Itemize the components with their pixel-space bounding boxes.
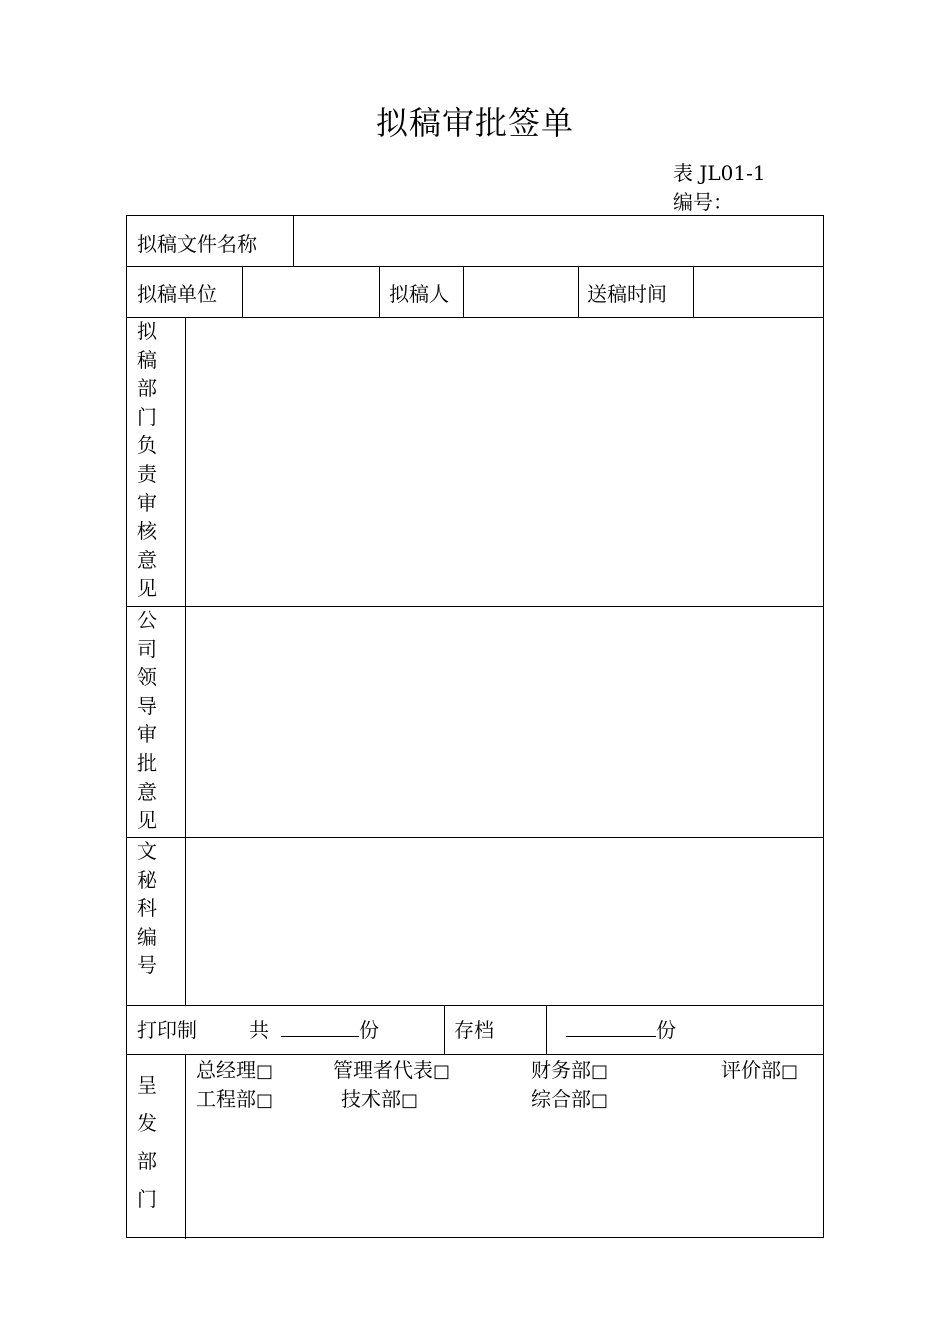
archive-copies-field[interactable]: [566, 1016, 656, 1037]
doc-name-label: 拟稿文件名称: [137, 232, 257, 256]
dist-general-affairs[interactable]: 综合部□: [531, 1087, 609, 1111]
dept-review-label: 拟 稿 部 门 负 责 审 核 意 见: [137, 319, 157, 601]
checkbox-icon[interactable]: □: [591, 1090, 609, 1111]
column-divider: [293, 216, 294, 266]
secretary-number-field[interactable]: [189, 609, 819, 833]
column-divider: [242, 266, 243, 317]
archive-copies-unit: 份: [656, 1018, 676, 1042]
label-column-divider: [185, 1054, 186, 1239]
row-divider: [127, 317, 823, 318]
print-copies-field[interactable]: [281, 1016, 359, 1037]
distribution-label: 呈 发 部 门: [137, 1073, 157, 1211]
dist-general-manager[interactable]: 总经理□: [196, 1058, 274, 1082]
print-total-label: 共: [249, 1018, 269, 1042]
dist-engineering[interactable]: 工程部□: [196, 1087, 274, 1111]
column-divider: [379, 266, 380, 317]
archive-copies: [566, 1014, 676, 1043]
drafting-unit-field[interactable]: [246, 268, 376, 314]
column-divider: [578, 266, 579, 317]
label-column-divider: [185, 317, 186, 1005]
checkbox-icon[interactable]: □: [433, 1061, 451, 1082]
column-divider: [693, 266, 694, 317]
column-divider: [546, 1005, 547, 1054]
leader-approval-field[interactable]: [189, 840, 819, 1002]
form-code: 表 JL01-1: [673, 161, 766, 185]
dept-review-field[interactable]: [189, 320, 819, 602]
row-divider: [127, 606, 823, 607]
submit-time-label: 送稿时间: [587, 282, 667, 306]
dist-technical[interactable]: 技术部□: [341, 1087, 419, 1111]
form-title: 拟稿审批签单: [375, 104, 574, 142]
dist-management-rep[interactable]: 管理者代表□: [333, 1058, 451, 1082]
print-copies-unit: 份: [359, 1018, 379, 1042]
row-divider: [127, 266, 823, 267]
drafter-label: 拟稿人: [389, 282, 449, 306]
drafter-field[interactable]: [467, 268, 575, 314]
submit-time-field[interactable]: [697, 268, 819, 314]
secretary-number-label: 文 秘 科 编 号: [137, 839, 157, 978]
drafting-unit-label: 拟稿单位: [137, 282, 217, 306]
print-label: 打印制: [137, 1018, 197, 1042]
print-copies: [281, 1014, 379, 1043]
doc-name-field[interactable]: [297, 218, 817, 264]
checkbox-icon[interactable]: □: [781, 1061, 799, 1082]
approval-form-table: [126, 215, 824, 1238]
dist-evaluation[interactable]: 评价部□: [721, 1058, 799, 1082]
column-divider: [444, 1005, 445, 1054]
serial-number-label: 编号：: [673, 190, 733, 214]
checkbox-icon[interactable]: □: [256, 1061, 274, 1082]
checkbox-icon[interactable]: □: [256, 1090, 274, 1111]
dist-finance[interactable]: 财务部□: [531, 1058, 609, 1082]
row-divider: [127, 837, 823, 838]
row-divider: [127, 1005, 823, 1006]
archive-label: 存档: [454, 1018, 494, 1042]
checkbox-icon[interactable]: □: [591, 1061, 609, 1082]
column-divider: [463, 266, 464, 317]
checkbox-icon[interactable]: □: [401, 1090, 419, 1111]
leader-approval-label: 公 司 领 导 审 批 意 见: [137, 608, 157, 833]
